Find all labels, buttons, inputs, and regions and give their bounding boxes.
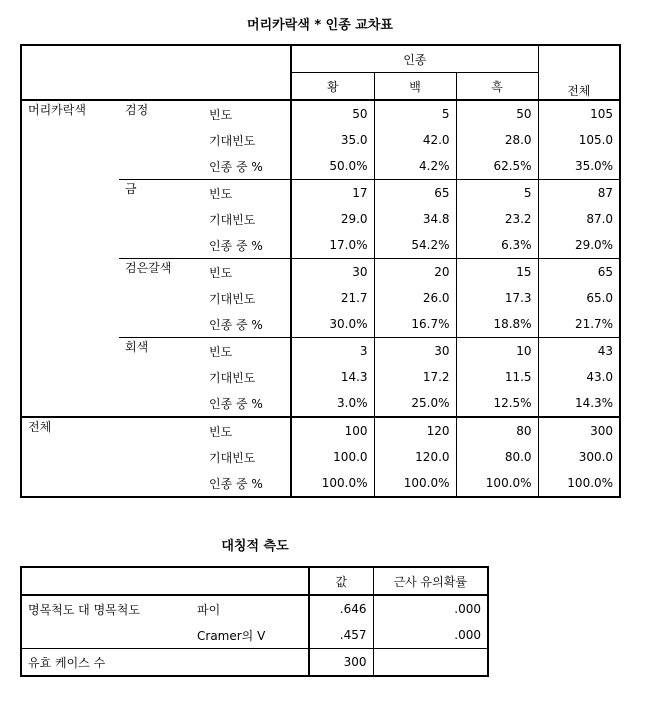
measures-header-row xyxy=(21,567,488,595)
total-cell: 43.0 xyxy=(538,364,620,390)
data-cell: 17.2 xyxy=(374,364,456,390)
corner-cell xyxy=(21,45,291,100)
total-cell: 100.0% xyxy=(538,470,620,497)
data-cell: 3.0% xyxy=(291,390,374,417)
stat-label: 기대빈도 xyxy=(209,370,256,385)
data-cell: 3 xyxy=(291,338,374,365)
data-cell: 21.7 xyxy=(291,285,374,311)
measure-sig: .000 xyxy=(373,622,488,649)
measures-corner xyxy=(21,567,309,595)
total-col-header: 전체 xyxy=(538,45,620,100)
crosstab-table xyxy=(20,44,621,498)
data-cell: 100.0% xyxy=(374,470,456,497)
crosstab-title: 머리카락색 * 인종 교차표 xyxy=(247,18,393,33)
stat-label: 빈도 xyxy=(203,259,291,286)
measure-sig xyxy=(373,649,488,677)
measure-name: 파이 xyxy=(197,602,221,617)
col-header: 흑 xyxy=(456,73,538,101)
data-cell: 17.3 xyxy=(456,285,538,311)
data-cell: 20 xyxy=(374,259,456,286)
stat-label: 기대빈도 xyxy=(209,291,256,306)
data-cell: 30 xyxy=(374,338,456,365)
table-row xyxy=(21,100,620,127)
stat-label: 빈도 xyxy=(209,107,233,122)
category-label: 검은갈색 xyxy=(119,259,203,338)
data-cell: 54.2% xyxy=(374,232,456,259)
category-label: 금 xyxy=(119,180,203,259)
data-cell: 6.3% xyxy=(456,232,538,259)
stat-label: 인종 중 % xyxy=(209,238,263,253)
data-cell: 5 xyxy=(374,100,456,127)
total-cell: 105 xyxy=(538,100,620,127)
category-label: 회색 xyxy=(119,338,203,418)
measure-sig: .000 xyxy=(373,595,488,622)
data-cell: 80.0 xyxy=(456,444,538,470)
data-cell: 26.0 xyxy=(374,285,456,311)
measures-row xyxy=(21,595,488,622)
measures-row xyxy=(21,649,488,677)
data-cell: 62.5% xyxy=(456,153,538,180)
grand-total-label: 전체 xyxy=(21,417,203,497)
data-cell: 30 xyxy=(291,259,374,286)
total-cell: 300.0 xyxy=(538,444,620,470)
stat-label: 빈도 xyxy=(203,338,291,365)
data-cell: 50 xyxy=(456,100,538,127)
data-cell: 14.3 xyxy=(291,364,374,390)
total-cell: 105.0 xyxy=(538,127,620,153)
total-cell: 300 xyxy=(538,417,620,444)
total-cell: 87.0 xyxy=(538,206,620,232)
category-label: 검정 xyxy=(125,103,149,117)
data-cell: 120 xyxy=(374,417,456,444)
data-cell: 29.0 xyxy=(291,206,374,232)
total-cell: 35.0% xyxy=(538,153,620,180)
measures-title: 대칭적 측도 xyxy=(221,539,289,554)
total-cell: 14.3% xyxy=(538,390,620,417)
data-cell: 100.0% xyxy=(291,470,374,497)
stat-label: 빈도 xyxy=(203,417,291,444)
data-cell: 17.0% xyxy=(291,232,374,259)
measure-value: 300 xyxy=(309,649,373,677)
stat-label: 빈도 xyxy=(203,180,291,207)
total-cell: 65.0 xyxy=(538,285,620,311)
measures-row xyxy=(21,622,488,649)
data-cell: 80 xyxy=(456,417,538,444)
crosstab-body xyxy=(21,100,620,497)
col-header: 백 xyxy=(374,73,456,101)
data-cell: 28.0 xyxy=(456,127,538,153)
total-cell: 65 xyxy=(538,259,620,286)
data-cell: 10 xyxy=(456,338,538,365)
measures-table xyxy=(20,566,489,677)
stat-label: 인종 중 % xyxy=(209,476,263,491)
data-cell: 100.0% xyxy=(456,470,538,497)
measure-name xyxy=(191,649,309,677)
data-cell: 16.7% xyxy=(374,311,456,338)
total-cell: 21.7% xyxy=(538,311,620,338)
stat-label: 기대빈도 xyxy=(209,212,256,227)
measure-value: .457 xyxy=(309,622,373,649)
data-cell: 50.0% xyxy=(291,153,374,180)
col-header: 황 xyxy=(291,73,374,101)
data-cell: 42.0 xyxy=(374,127,456,153)
measure-group-label: 명목척도 대 명목척도 xyxy=(28,602,140,617)
data-cell: 12.5% xyxy=(456,390,538,417)
group-header: 인종 xyxy=(291,45,538,73)
measure-group-label xyxy=(21,622,191,649)
data-cell: 25.0% xyxy=(374,390,456,417)
value-header: 값 xyxy=(309,567,373,595)
data-cell: 4.2% xyxy=(374,153,456,180)
total-cell: 29.0% xyxy=(538,232,620,259)
stat-label: 기대빈도 xyxy=(209,133,256,148)
data-cell: 15 xyxy=(456,259,538,286)
data-cell: 100 xyxy=(291,417,374,444)
data-cell: 17 xyxy=(291,180,374,207)
stat-label: 인종 중 % xyxy=(209,396,263,411)
total-cell: 87 xyxy=(538,180,620,207)
measure-name: Cramer의 V xyxy=(197,628,266,643)
total-row xyxy=(21,417,620,444)
stat-label: 인종 중 % xyxy=(209,159,263,174)
data-cell: 5 xyxy=(456,180,538,207)
row-var-label: 머리카락색 xyxy=(28,103,86,117)
data-cell: 34.8 xyxy=(374,206,456,232)
measure-value: .646 xyxy=(309,595,373,622)
data-cell: 50 xyxy=(291,100,374,127)
data-cell: 65 xyxy=(374,180,456,207)
data-cell: 11.5 xyxy=(456,364,538,390)
sig-header: 근사 유의확률 xyxy=(373,567,488,595)
measures-body xyxy=(21,595,488,676)
measure-group-label: 유효 케이스 수 xyxy=(21,649,191,677)
data-cell: 35.0 xyxy=(291,127,374,153)
data-cell: 23.2 xyxy=(456,206,538,232)
data-cell: 100.0 xyxy=(291,444,374,470)
data-cell: 120.0 xyxy=(374,444,456,470)
header-row-group xyxy=(21,45,620,73)
data-cell: 30.0% xyxy=(291,311,374,338)
stat-label: 기대빈도 xyxy=(209,450,256,465)
data-cell: 18.8% xyxy=(456,311,538,338)
stat-label: 인종 중 % xyxy=(209,317,263,332)
total-cell: 43 xyxy=(538,338,620,365)
